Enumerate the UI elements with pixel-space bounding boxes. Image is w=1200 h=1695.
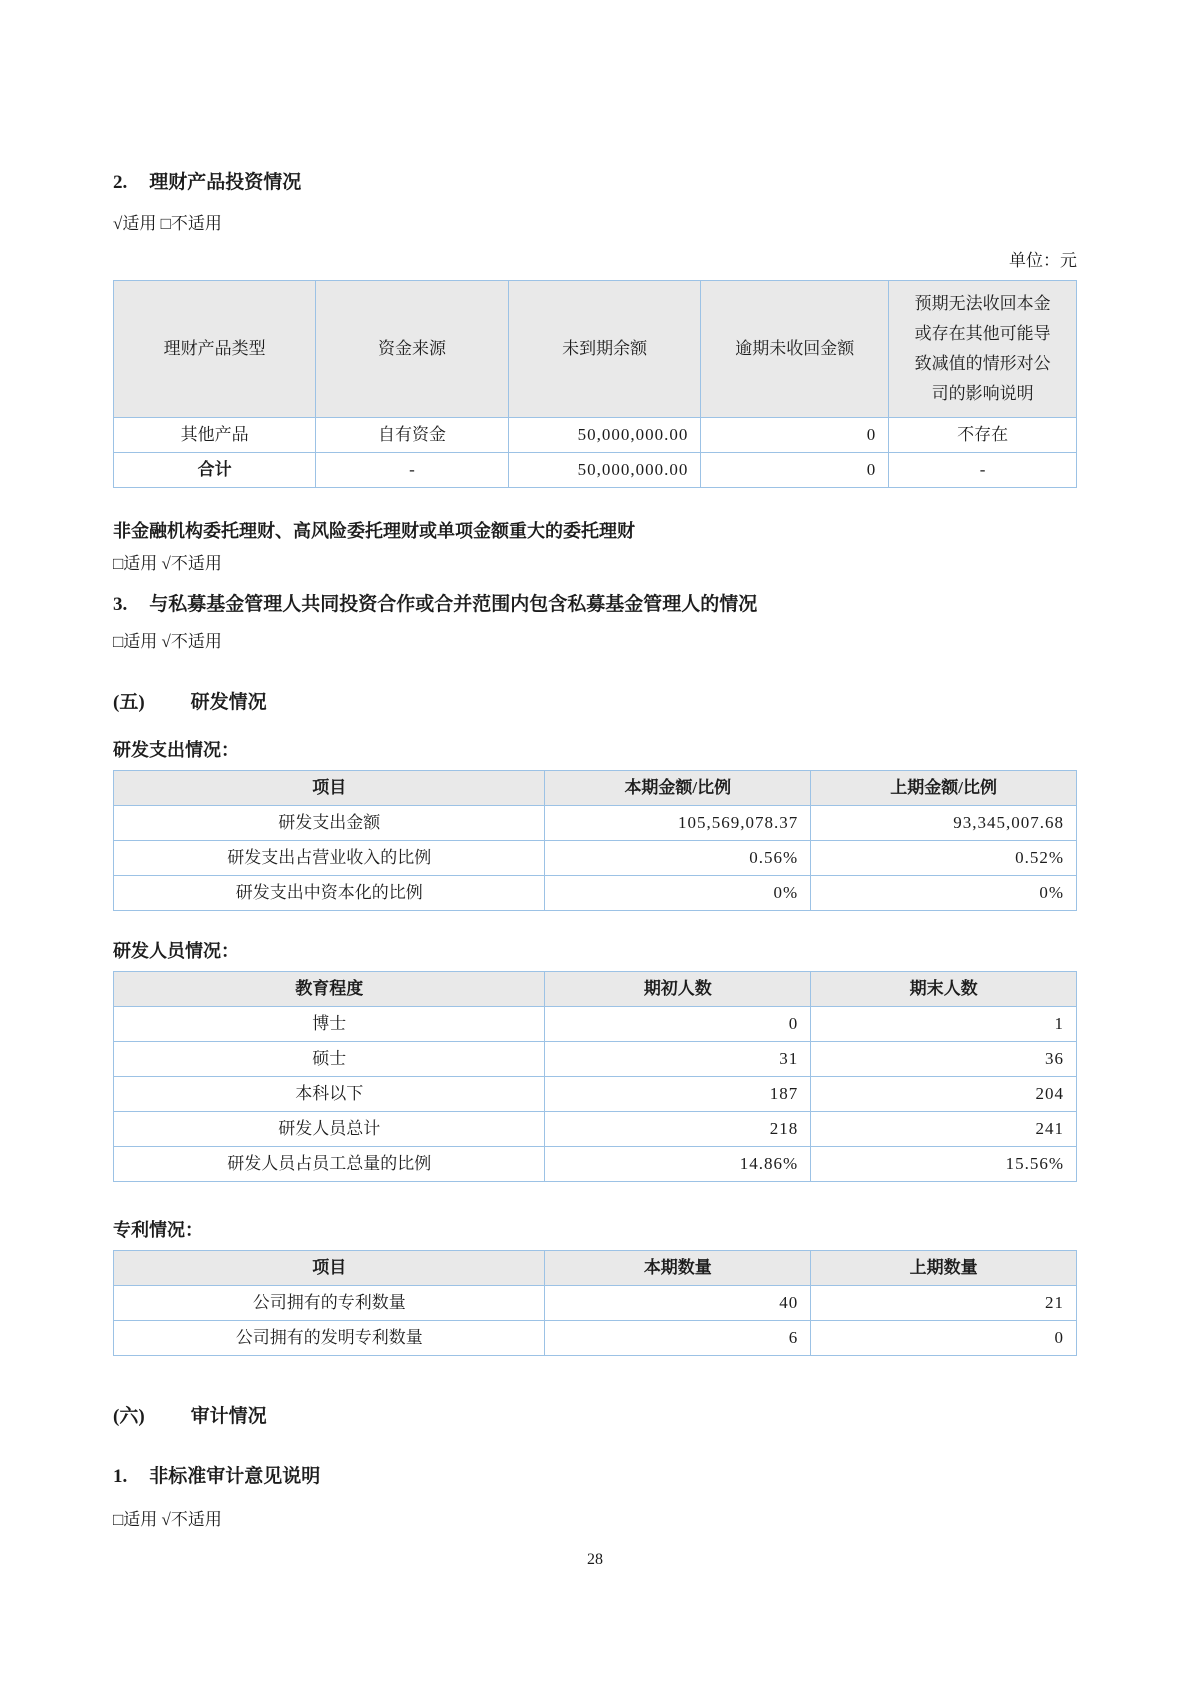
table-cell: 0%	[811, 876, 1077, 911]
section-title: 研发情况	[190, 692, 267, 713]
table-header-row	[114, 972, 1077, 1007]
column-header: 期初人数	[545, 972, 811, 1007]
table-cell: 0%	[545, 876, 811, 911]
column-header: 预期无法收回本金或存在其他可能导致减值的情形对公司的影响说明	[889, 281, 1077, 418]
table-row	[114, 1042, 1077, 1077]
table-cell: 204	[811, 1077, 1077, 1112]
table-row	[114, 1007, 1077, 1042]
applicability-line-entrust: □适用 √不适用	[113, 554, 222, 573]
table-cell: 硕士	[114, 1042, 545, 1077]
patent-label: 专利情况：	[113, 1220, 203, 1240]
table-cell: 6	[545, 1321, 811, 1356]
table-cell: -	[889, 453, 1077, 488]
applicability-line-2: √适用 □不适用	[113, 214, 222, 233]
applicability-line-3: □适用 √不适用	[113, 632, 222, 651]
table-cell: 0	[701, 418, 889, 453]
rd-personnel-table	[113, 971, 1077, 1182]
table-cell: 公司拥有的发明专利数量	[114, 1321, 545, 1356]
applicability-line-6-1: □适用 √不适用	[113, 1510, 222, 1529]
table-cell: 研发支出中资本化的比例	[114, 876, 545, 911]
table-cell: 公司拥有的专利数量	[114, 1286, 545, 1321]
table-cell: 自有资金	[316, 418, 509, 453]
table-row-total	[114, 453, 1077, 488]
column-header: 上期数量	[811, 1251, 1077, 1286]
table-cell: 研发人员总计	[114, 1112, 545, 1147]
table-row	[114, 1147, 1077, 1182]
table-row	[114, 1077, 1077, 1112]
table-cell: 21	[811, 1286, 1077, 1321]
section-number: 1.	[113, 1466, 128, 1487]
column-header: 本期金额/比例	[545, 771, 811, 806]
table-header-row	[114, 281, 1077, 418]
table-header-row	[114, 1251, 1077, 1286]
table-cell: 36	[811, 1042, 1077, 1077]
section-title: 非标准审计意见说明	[149, 1466, 321, 1487]
section-number: (六)	[113, 1406, 145, 1427]
table-cell: 1	[811, 1007, 1077, 1042]
column-header: 项目	[114, 771, 545, 806]
section-heading-3	[113, 592, 1077, 618]
unit-note: 单位：元	[1009, 251, 1077, 270]
table-row	[114, 1321, 1077, 1356]
table-cell: 50,000,000.00	[508, 453, 701, 488]
table-header-row	[114, 771, 1077, 806]
table-cell: 93,345,007.68	[811, 806, 1077, 841]
section-number: 3.	[113, 594, 128, 615]
table-cell: 0	[545, 1007, 811, 1042]
table-cell: 研发人员占员工总量的比例	[114, 1147, 545, 1182]
table-cell: 合计	[114, 453, 316, 488]
table-cell: 218	[545, 1112, 811, 1147]
table-row	[114, 841, 1077, 876]
column-header: 逾期未收回金额	[701, 281, 889, 418]
patent-table	[113, 1250, 1077, 1356]
table-cell: 研发支出占营业收入的比例	[114, 841, 545, 876]
section-title: 审计情况	[190, 1406, 267, 1427]
table-cell: 15.56%	[811, 1147, 1077, 1182]
table-row	[114, 1286, 1077, 1321]
table-cell: 0	[701, 453, 889, 488]
entrust-note-title: 非金融机构委托理财、高风险委托理财或单项金额重大的委托理财	[113, 521, 635, 541]
section-number: (五)	[113, 692, 145, 713]
section-number: 2.	[113, 172, 128, 193]
rd-expense-table	[113, 770, 1077, 911]
rd-personnel-label: 研发人员情况：	[113, 941, 239, 961]
section-title: 与私募基金管理人共同投资合作或合并范围内包含私募基金管理人的情况	[149, 594, 758, 615]
table-cell: 0.52%	[811, 841, 1077, 876]
table-cell: 50,000,000.00	[508, 418, 701, 453]
table-cell: 31	[545, 1042, 811, 1077]
column-header: 资金来源	[316, 281, 509, 418]
wealth-products-table	[113, 280, 1077, 488]
table-cell: 241	[811, 1112, 1077, 1147]
column-header: 上期金额/比例	[811, 771, 1077, 806]
column-header: 未到期余额	[508, 281, 701, 418]
table-row	[114, 418, 1077, 453]
section-heading-5	[113, 690, 1077, 716]
table-cell: 本科以下	[114, 1077, 545, 1112]
table-row	[114, 876, 1077, 911]
section-heading-6	[113, 1404, 1077, 1430]
table-cell: 博士	[114, 1007, 545, 1042]
table-cell: 其他产品	[114, 418, 316, 453]
table-cell: -	[316, 453, 509, 488]
column-header: 项目	[114, 1251, 545, 1286]
section-heading-6-1	[113, 1464, 1077, 1490]
section-heading-2	[113, 170, 1077, 196]
table-row	[114, 1112, 1077, 1147]
table-cell: 0.56%	[545, 841, 811, 876]
table-cell: 105,569,078.37	[545, 806, 811, 841]
table-row	[114, 806, 1077, 841]
table-cell: 187	[545, 1077, 811, 1112]
table-cell: 研发支出金额	[114, 806, 545, 841]
table-cell: 14.86%	[545, 1147, 811, 1182]
page-number: 28	[587, 1551, 603, 1568]
table-cell: 0	[811, 1321, 1077, 1356]
column-header: 理财产品类型	[114, 281, 316, 418]
column-header: 教育程度	[114, 972, 545, 1007]
column-header: 期末人数	[811, 972, 1077, 1007]
section-title: 理财产品投资情况	[149, 172, 302, 193]
table-cell: 40	[545, 1286, 811, 1321]
rd-expense-label: 研发支出情况：	[113, 740, 239, 760]
table-cell: 不存在	[889, 418, 1077, 453]
column-header: 本期数量	[545, 1251, 811, 1286]
page-content	[113, 0, 1077, 1570]
